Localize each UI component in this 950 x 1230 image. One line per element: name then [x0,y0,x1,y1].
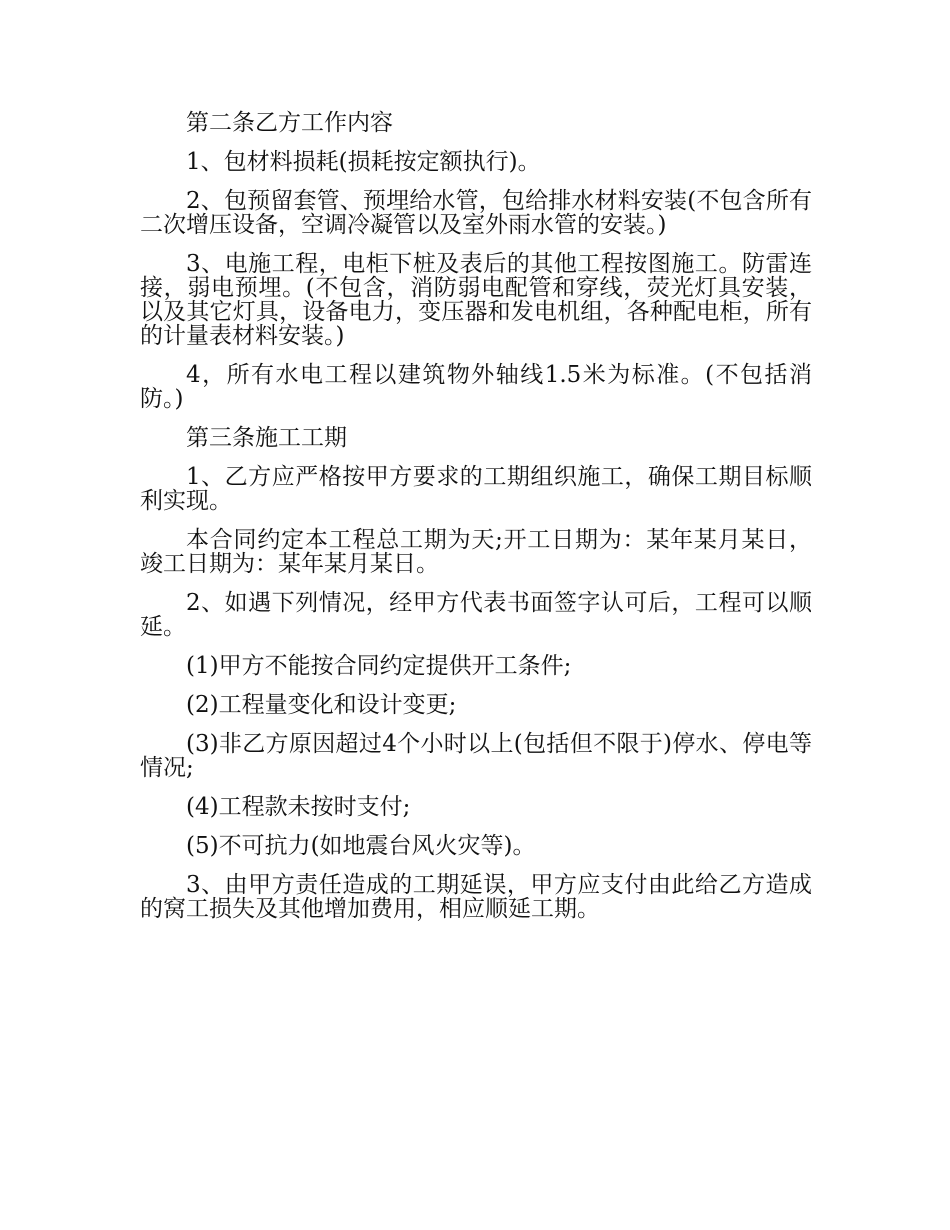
clause-paragraph: 1、包材料损耗(损耗按定额执行)。 [186,149,541,175]
clause-paragraph: 3、电施工程，电柜下桩及表后的其他工程按图施工。防雷连接，弱电预埋。(不包含，消防弱电配管和穿线，荧光灯具安装，以及其它灯具，设备电力，变压器和发电机组，各种配电柜，所有的计量表材料安装。) [140,251,812,349]
list-item: (5)不可抗力(如地震台风火灾等)。 [186,833,536,859]
section-heading-2: 第二条乙方工作内容 [186,110,393,136]
clause-paragraph: 3、由甲方责任造成的工期延误，甲方应支付由此给乙方造成的窝工损失及其他增加费用，相应顺延工期。 [140,872,812,922]
list-item: (2)工程量变化和设计变更; [186,692,457,718]
clause-paragraph: 1、乙方应严格按甲方要求的工期组织施工，确保工期目标顺利实现。 [140,464,812,514]
clause-paragraph: 4，所有水电工程以建筑物外轴线1.5米为标准。(不包括消防。) [140,362,812,412]
document-page [140,111,812,936]
clause-paragraph: 本合同约定本工程总工期为天;开工日期为：某年某月某日，竣工日期为：某年某月某日。 [140,527,812,577]
list-item: (1)甲方不能按合同约定提供开工条件; [186,653,572,679]
clause-paragraph: 2、如遇下列情况，经甲方代表书面签字认可后，工程可以顺延。 [140,590,812,640]
clause-paragraph: 2、包预留套管、预埋给水管，包给排水材料安装(不包含所有二次增压设备，空调冷凝管以及室外雨水管的安装。) [140,188,812,238]
list-item: (4)工程款未按时支付; [186,794,411,820]
list-item: (3)非乙方原因超过4个小时以上(包括但不限于)停水、停电等情况; [140,731,812,781]
section-heading-3: 第三条施工工期 [186,425,347,451]
